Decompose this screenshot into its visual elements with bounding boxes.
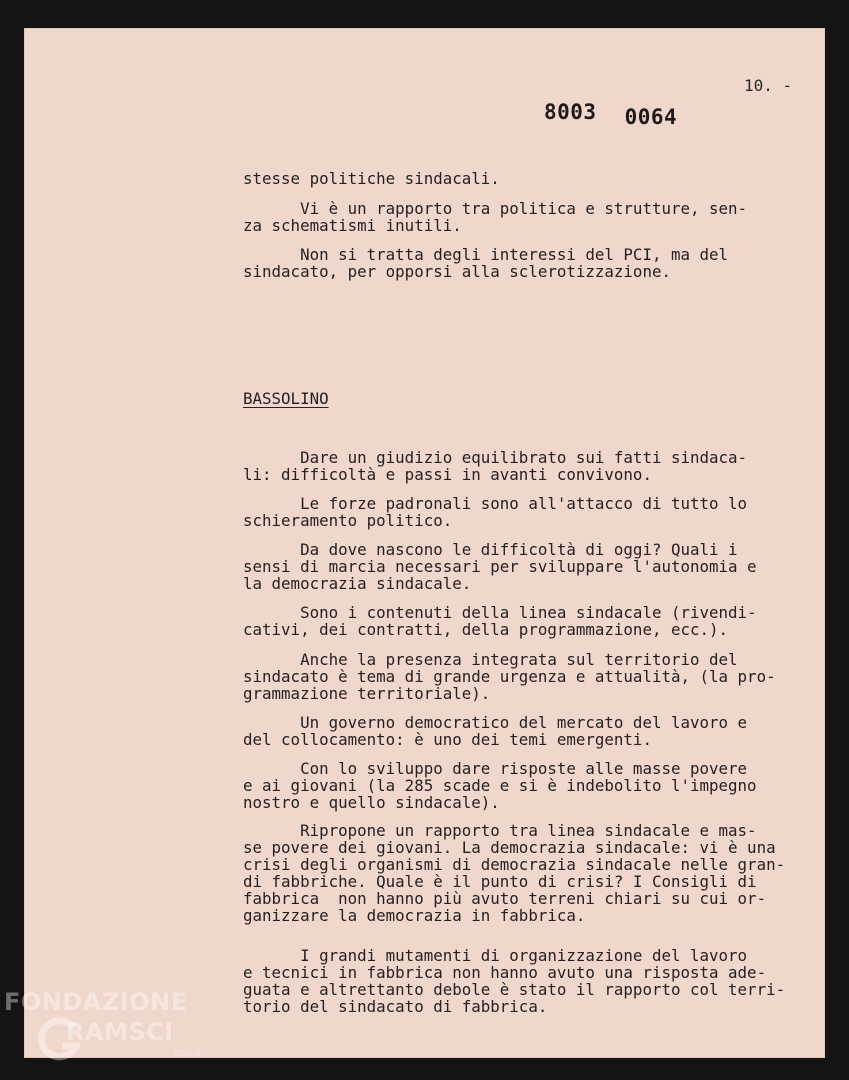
text-line: Anche la presenza integrata sul territorio del <box>243 650 738 669</box>
text-line: schieramento politico. <box>243 511 453 530</box>
text-line: li: difficoltà e passi in avanti convivono. <box>243 465 652 484</box>
text-line: sensi di marcia necessari per sviluppare l'autonomia e <box>243 557 757 576</box>
text-line: Sono i contenuti della linea sindacale (rivendi- <box>243 603 757 622</box>
paragraph <box>243 714 803 748</box>
text-line: del collocamento: è uno dei temi emergenti. <box>243 730 652 749</box>
paragraph <box>243 495 803 529</box>
text-line: e tecnici in fabbrica non hanno avuto una risposta ade- <box>243 963 767 982</box>
paragraph <box>243 760 803 811</box>
text-line: Vi è un rapporto tra politica e strutture, sen- <box>243 199 748 218</box>
text-line: crisi degli organismi di democrazia sindacale nelle gran- <box>243 855 786 874</box>
paragraph <box>243 822 803 924</box>
text-line: I grandi mutamenti di organizzazione del lavoro <box>243 946 748 965</box>
text-line: e ai giovani (la 285 scade e si è indebolito l'impegno <box>243 776 757 795</box>
archive-code-a: 8003 <box>544 100 597 124</box>
text-line: ganizzare la democrazia in fabbrica. <box>243 906 586 925</box>
text-line: Le forze padronali sono all'attacco di tutto lo <box>243 494 748 513</box>
text-line: di fabbriche. Quale è il punto di crisi? I Consigli di <box>243 872 757 891</box>
text-line: stesse politiche sindacali. <box>243 169 500 188</box>
text-line: grammazione territoriale). <box>243 684 491 703</box>
text-line: Con lo sviluppo dare risposte alle masse povere <box>243 759 748 778</box>
text-line: sindacato, per opporsi alla sclerotizzazione. <box>243 262 671 281</box>
paragraph <box>243 651 803 702</box>
section-heading: BASSOLINO <box>243 389 329 408</box>
text-line: sindacato è tema di grande urgenza e attualità, (la pro- <box>243 667 776 686</box>
paragraph <box>243 541 803 592</box>
archive-stamp <box>544 100 678 129</box>
text-line: torio del sindacato di fabbrica. <box>243 997 548 1016</box>
text-line: nostro e quello sindacale). <box>243 793 500 812</box>
text-line: cativi, dei contratti, della programmazione, ecc.). <box>243 620 729 639</box>
archive-code-b: 0064 <box>624 105 678 129</box>
paragraph <box>243 947 803 1015</box>
text-line: za schematismi inutili. <box>243 216 462 235</box>
text-line: la democrazia sindacale. <box>243 574 472 593</box>
text-line: Non si tratta degli interessi del PCI, ma del <box>243 245 729 264</box>
text-line: Ripropone un rapporto tra linea sindacale e mas- <box>243 821 757 840</box>
text-line: Un governo democratico del mercato del lavoro e <box>243 713 748 732</box>
document-page <box>24 28 825 1058</box>
text-line: guata e altrettanto debole è stato il rapporto col terri- <box>243 980 786 999</box>
text-line: Da dove nascono le difficoltà di oggi? Quali i <box>243 540 738 559</box>
text-line: Dare un giudizio equilibrato sui fatti sindaca- <box>243 448 748 467</box>
paragraph <box>243 170 803 187</box>
watermark-suffix: onlus <box>174 1048 201 1059</box>
page-number: 10. - <box>744 76 793 95</box>
text-line: se povere dei giovani. La democrazia sindacale: vi è una <box>243 838 776 857</box>
paragraph <box>243 604 803 638</box>
paragraph <box>243 449 803 483</box>
text-line: fabbrica non hanno più avuto terreni chiari su cui or- <box>243 889 767 908</box>
watermark-line1: FONDAZIONE <box>4 988 188 1016</box>
fondazione-gramsci-watermark <box>4 988 214 1074</box>
paragraph <box>243 246 803 280</box>
watermark-line2: RAMSCI <box>66 1018 174 1046</box>
paragraph <box>243 200 803 234</box>
